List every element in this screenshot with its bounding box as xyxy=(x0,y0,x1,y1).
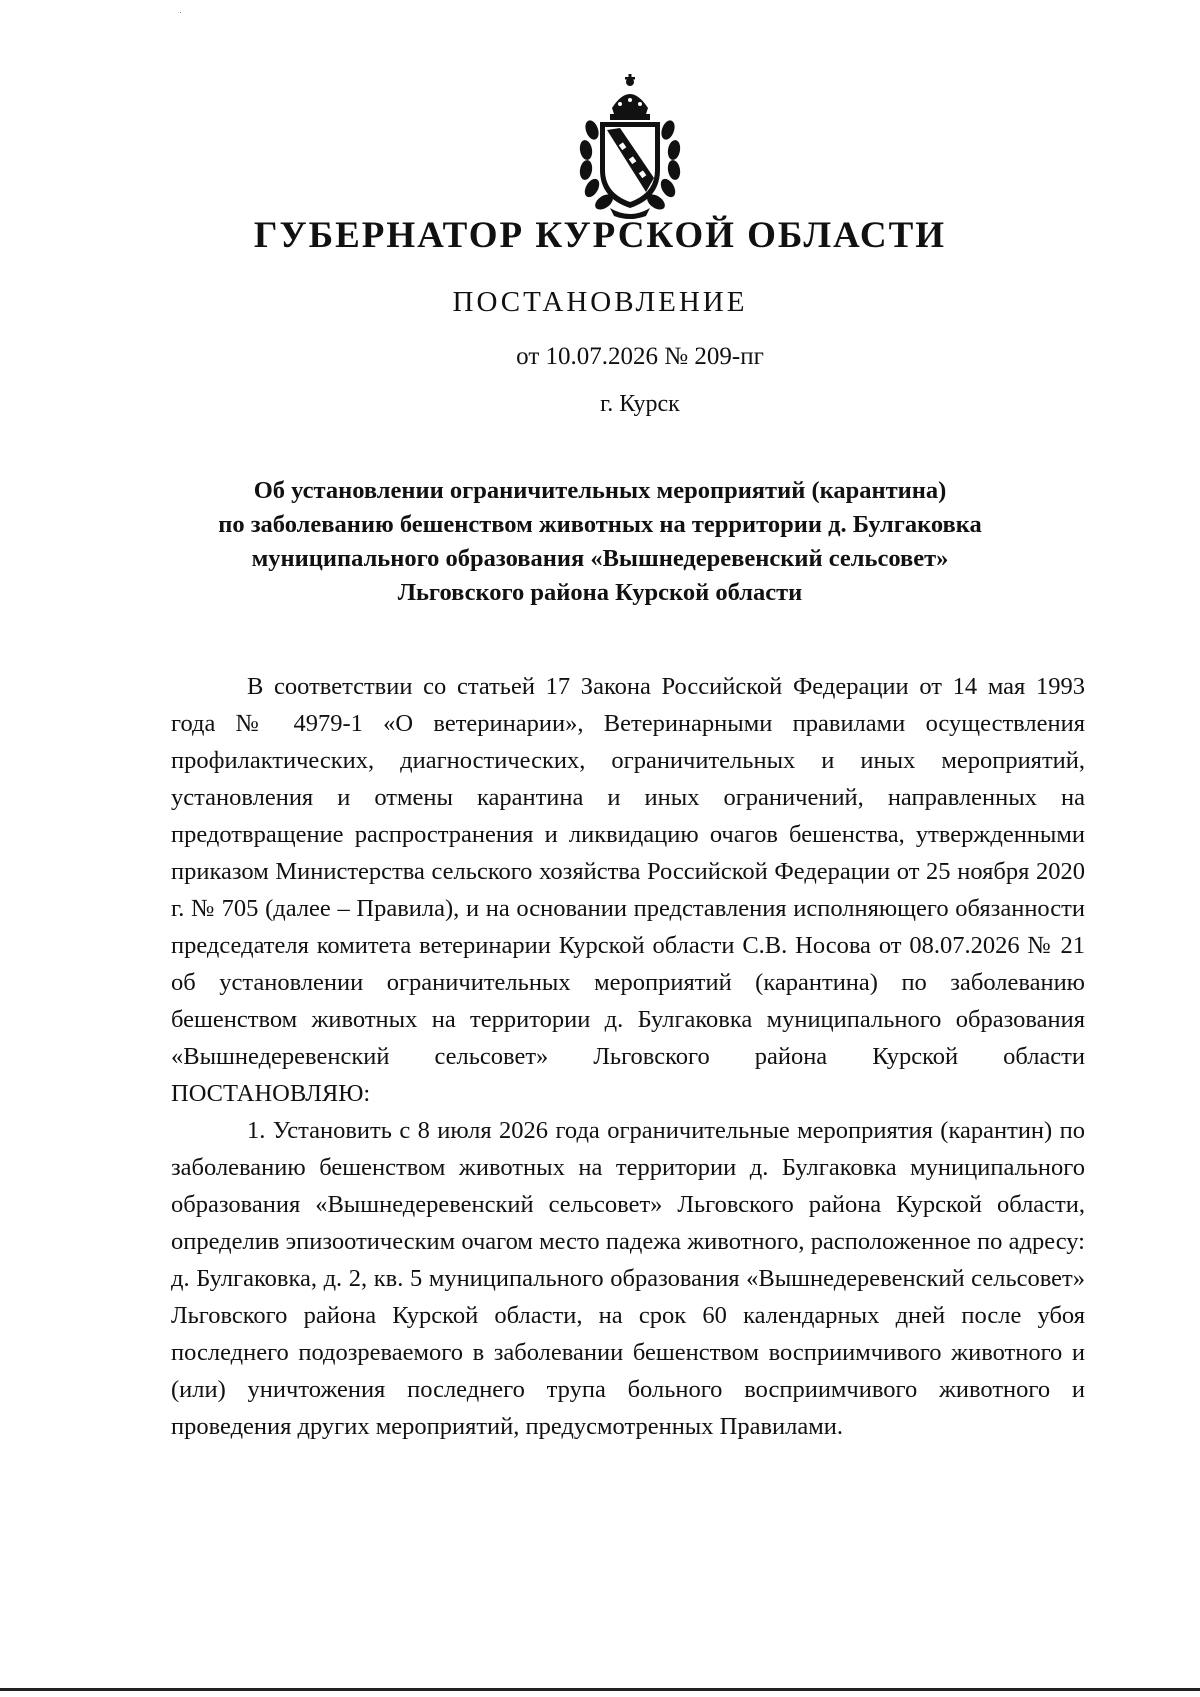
title-line: Об установлении ограничительных мероприятий (карантина) xyxy=(253,477,947,504)
page-bottom-edge xyxy=(0,1688,1200,1691)
document-date-number: от 10.07.2026 № 209-пг xyxy=(516,343,764,370)
document-type: ПОСТАНОВЛЕНИЕ xyxy=(452,286,748,318)
document-body xyxy=(171,668,1085,1445)
coat-of-arms-icon xyxy=(570,70,690,220)
issuing-authority: ГУБЕРНАТОР КУРСКОЙ ОБЛАСТИ xyxy=(253,215,947,256)
scan-mark xyxy=(180,12,181,13)
item-1-paragraph: 1. Установить с 8 июля 2026 года ограничительные мероприятия (карантин) по заболеванию бешенством животных на территории д. Булгаковка муниципального образования «Вышнедеревенский сельсовет» Льговского района Курской области, определив эпизоотическим очагом место падежа животного, расположенное по адресу: д. Булгаковка, д. 2, кв. 5 муниципального образования «Вышнедеревенский сельсовет» Льговского района Курской области, на срок 60 календарных дней после убоя последнего подозреваемого в заболевании бешенством восприимчивого животного и (или) уничтожения последнего трупа больного восприимчивого животного и проведения других мероприятий, предусмотренных Правилами. xyxy=(171,1117,1085,1440)
title-line: Льговского района Курской области xyxy=(397,579,803,606)
document-city: г. Курск xyxy=(600,391,680,417)
document-title xyxy=(150,474,1050,610)
title-line: муниципального образования «Вышнедеревенский сельсовет» xyxy=(251,545,949,572)
preamble-paragraph: В соответствии со статьей 17 Закона Российской Федерации от 14 мая 1993 года № 4979-1 «О ветеринарии», Ветеринарными правилами осуществления профилактических, диагностических, ограничительных и иных мероприятий, установления и отмены карантина и иных ограничений, направленных на предотвращение распространения и ликвидацию очагов бешенства, утвержденными приказом Министерства сельского хозяйства Российской Федерации от 25 ноября 2020 г. № 705 (далее – Правила), и на основании представления исполняющего обязанности председателя комитета ветеринарии Курской области С.В. Носова от 08.07.2026 № 21 об установлении ограничительных мероприятий (карантина) по заболеванию бешенством животных на территории д. Булгаковка муниципального образования «Вышнедеревенский сельсовет» Льговского района Курской области ПОСТАНОВЛЯЮ: xyxy=(171,673,1085,1107)
title-line: по заболеванию бешенством животных на территории д. Булгаковка xyxy=(218,511,982,538)
